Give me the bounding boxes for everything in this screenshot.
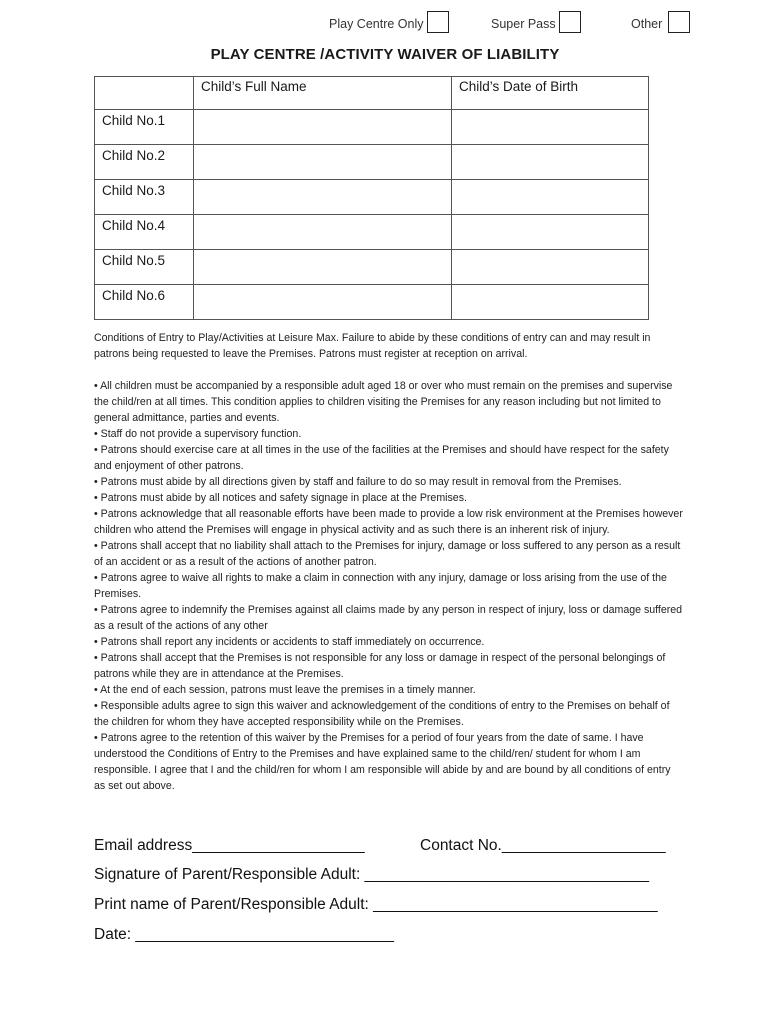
- table-row: [95, 145, 649, 180]
- child-label: Child No.3: [95, 180, 194, 215]
- entry-type-options: [0, 11, 770, 37]
- contact-number-field[interactable]: Contact No.___________________: [420, 837, 666, 854]
- condition-item: • Responsible adults agree to sign this waiver and acknowledgement of the conditions of entry to the Premises on behalf of the children for whom they have accepted responsibility while on the Premises.: [94, 700, 670, 728]
- child-name-cell[interactable]: [194, 110, 452, 145]
- conditions-intro: Conditions of Entry to Play/Activities at Leisure Max. Failure to abide by these conditions of entry can and may result in patrons being requested to leave the Premises. Patrons must register at reception on arrival.: [94, 332, 651, 360]
- date-field[interactable]: Date: ______________________________: [94, 926, 394, 943]
- child-label: Child No.2: [95, 145, 194, 180]
- checkbox[interactable]: [559, 11, 581, 33]
- condition-item: • Patrons must abide by all directions given by staff and failure to do so may result in removal from the Premises.: [94, 476, 622, 488]
- checkbox[interactable]: [427, 11, 449, 33]
- table-row: [95, 285, 649, 320]
- email-field[interactable]: Email address____________________: [94, 837, 365, 854]
- child-name-cell[interactable]: [194, 180, 452, 215]
- child-name-cell[interactable]: [194, 215, 452, 250]
- table-row: [95, 250, 649, 285]
- condition-item: • Staff do not provide a supervisory function.: [94, 428, 302, 440]
- conditions-section: [94, 330, 684, 794]
- condition-item: • Patrons acknowledge that all reasonable efforts have been made to provide a low risk environment at the Premises however children who attend the Premises will engage in physical activity and as such there is an inherent risk of injury.: [94, 508, 683, 536]
- child-dob-cell[interactable]: [452, 110, 649, 145]
- child-label: Child No.4: [95, 215, 194, 250]
- condition-item: • Patrons agree to waive all rights to make a claim in connection with any injury, damage or loss arising from the use of the Premises.: [94, 572, 667, 600]
- condition-item: • Patrons should exercise care at all times in the use of the facilities at the Premises and should have respect for the safety and enjoyment of other patrons.: [94, 444, 669, 472]
- table-header-dob: Child’s Date of Birth: [452, 77, 649, 110]
- child-dob-cell[interactable]: [452, 145, 649, 180]
- option-label: Other: [631, 17, 663, 31]
- option-label: Play Centre Only: [329, 17, 424, 31]
- signature-field[interactable]: Signature of Parent/Responsible Adult: _________________________________: [94, 866, 650, 883]
- child-name-cell[interactable]: [194, 250, 452, 285]
- child-label: Child No.5: [95, 250, 194, 285]
- document-title: PLAY CENTRE /ACTIVITY WAIVER OF LIABILITY: [210, 46, 560, 63]
- condition-item: • At the end of each session, patrons must leave the premises in a timely manner.: [94, 684, 476, 696]
- table-row: [95, 180, 649, 215]
- table-header-row: [95, 77, 649, 110]
- child-dob-cell[interactable]: [452, 285, 649, 320]
- children-table: [94, 76, 649, 320]
- table-header-blank: [95, 77, 194, 110]
- condition-item: • Patrons shall accept that no liability shall attach to the Premises for injury, damage or loss suffered to any person as a result of an accident or as a result of the actions of another patron.: [94, 540, 681, 568]
- child-label: Child No.1: [95, 110, 194, 145]
- checkbox[interactable]: [668, 11, 690, 33]
- child-name-cell[interactable]: [194, 285, 452, 320]
- condition-item: • Patrons shall accept that the Premises is not responsible for any loss or damage in respect of the personal belongings of patrons while they are in attendance at the Premises.: [94, 652, 666, 680]
- condition-item: • Patrons agree to indemnify the Premises against all claims made by any person in respect of injury, loss or damage suffered as a result of the actions of any other: [94, 604, 683, 632]
- condition-item: • All children must be accompanied by a responsible adult aged 18 or over who must remain on the premises and supervise the child/ren at all times. This condition applies to children visiting the Premises for any reason including but not limited to general admittance, parties and events.: [94, 380, 673, 424]
- child-label: Child No.6: [95, 285, 194, 320]
- option-label: Super Pass: [491, 17, 556, 31]
- condition-item: • Patrons agree to the retention of this waiver by the Premises for a period of four years from the date of same. I have understood the Conditions of Entry to the Premises and have explained same to the child/ren/ student for whom I am responsible. I agree that I and the child/ren for whom I am responsible will abide by and are bound by all conditions of entry as set out above.: [94, 732, 671, 792]
- table-row: [95, 110, 649, 145]
- child-name-cell[interactable]: [194, 145, 452, 180]
- table-row: [95, 215, 649, 250]
- child-dob-cell[interactable]: [452, 250, 649, 285]
- print-name-field[interactable]: Print name of Parent/Responsible Adult: _________________________________: [94, 896, 658, 913]
- child-dob-cell[interactable]: [452, 180, 649, 215]
- child-dob-cell[interactable]: [452, 215, 649, 250]
- table-header-name: Child’s Full Name: [194, 77, 452, 110]
- condition-item: • Patrons must abide by all notices and safety signage in place at the Premises.: [94, 492, 467, 504]
- condition-item: • Patrons shall report any incidents or accidents to staff immediately on occurrence.: [94, 636, 485, 648]
